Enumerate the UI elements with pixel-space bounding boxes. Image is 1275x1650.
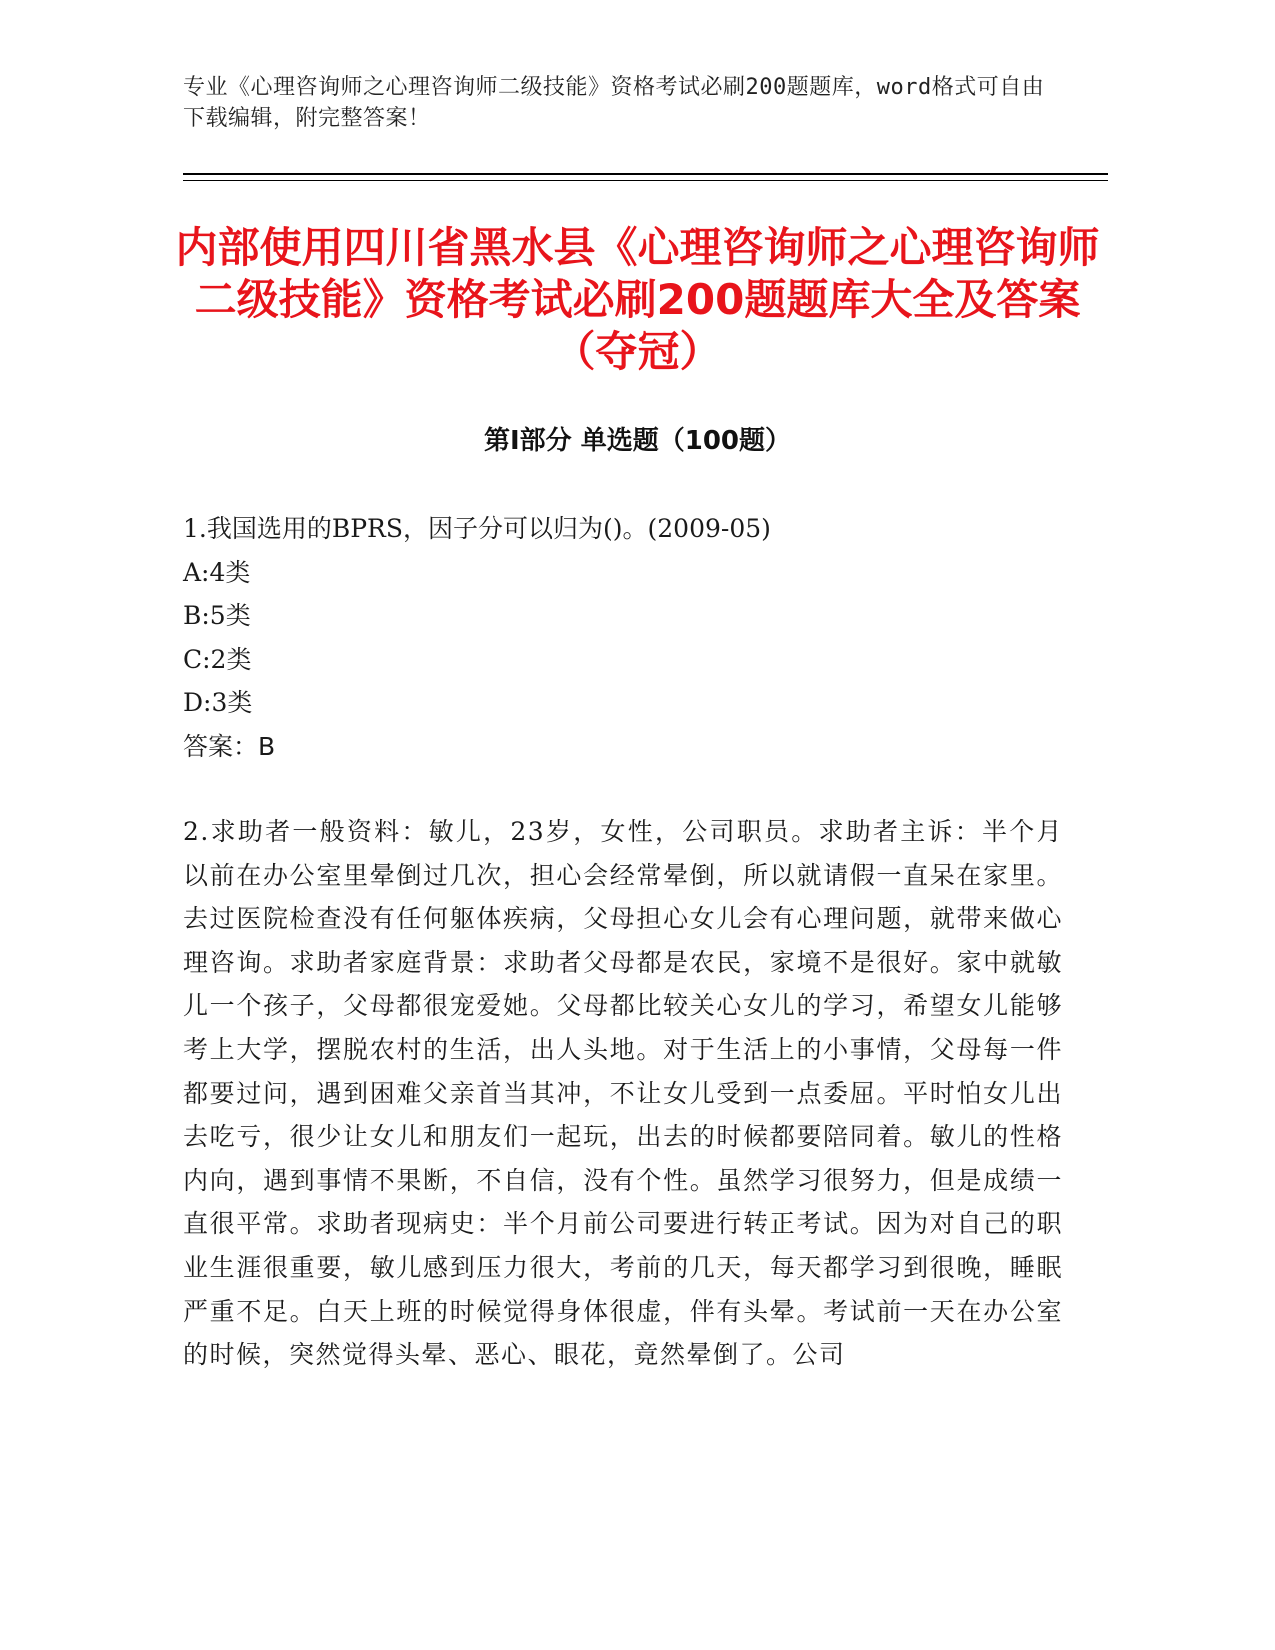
header-note: 专业《心理咨询师之心理咨询师二级技能》资格考试必刷200题题库，word格式可自由下载编辑，附完整答案！: [183, 75, 1045, 131]
question-1-stem: 1.我国选用的BPRS，因子分可以归为()。(2009-05): [183, 514, 771, 543]
question-1-option-d: D:3类: [183, 688, 253, 717]
question-1: [183, 507, 1063, 768]
question-1-answer: 答案：B: [183, 731, 276, 761]
question-1-option-c: C:2类: [183, 644, 252, 674]
document-title: 内部使用四川省黑水县《心理咨询师之心理咨询师二级技能》资格考试必刷200题题库大全及答案（夺冠）: [175, 223, 1100, 376]
header-divider-thin: [183, 180, 1108, 181]
question-2-stem: 2.求助者一般资料：敏儿，23岁，女性，公司职员。求助者主诉：半个月以前在办公室里晕倒过几次，担心会经常晕倒，所以就请假一直呆在家里。去过医院检查没有任何躯体疾病，父母担心女儿会有心理问题，就带来做心理咨询。求助者家庭背景：求助者父母都是农民，家境不是很好。家中就敏儿一个孩子，父母都很宠爱她。父母都比较关心女儿的学习，希望女儿能够考上大学，摆脱农村的生活，出人头地。对于生活上的小事情，父母每一件都要过问，遇到困难父亲首当其冲，不让女儿受到一点委屈。平时怕女儿出去吃亏，很少让女儿和朋友们一起玩，出去的时候都要陪同着。敏儿的性格内向，遇到事情不果断，不自信，没有个性。虽然学习很努力，但是成绩一直很平常。求助者现病史：半个月前公司要进行转正考试。因为对自己的职业生涯很重要，敏儿感到压力很大，考前的几天，每天都学习到很晚，睡眠严重不足。白天上班的时候觉得身体很虚，伴有头晕。考试前一天在办公室的时候，突然觉得头晕、恶心、眼花，竟然晕倒了。公司: [183, 817, 1063, 1370]
question-1-option-b: B:5类: [183, 601, 251, 630]
question-1-option-a: A:4类: [183, 557, 251, 587]
header-divider-thick: [183, 173, 1108, 175]
section-title: 第Ⅰ部分 单选题（100题）: [484, 426, 791, 456]
